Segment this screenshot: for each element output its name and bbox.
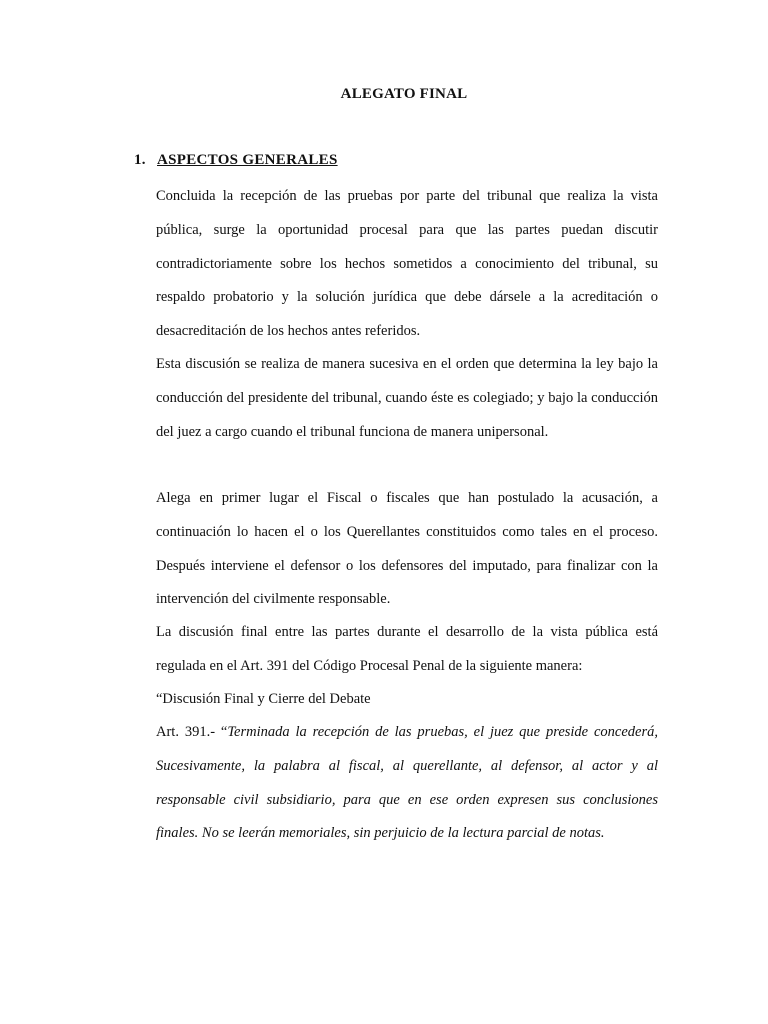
paragraph-1 (156, 180, 658, 349)
article-quote (156, 716, 658, 851)
paragraph-3 (156, 482, 658, 617)
article-quote-text (156, 716, 658, 851)
paragraph-2-text: Esta discusión se realiza de manera sucesiva en el orden que determina la ley bajo la conducción del presidente del tribunal, cuando éste es colegiado; y bajo la conducción del juez a cargo cuando el tribunal funciona de manera unipersonal. (156, 356, 658, 440)
paragraph-1-text: Concluida la recepción de las pruebas por parte del tribunal que realiza la vista pública, surge la oportunidad procesal para que las partes puedan discutir contradictoriamente sobre los hechos sometidos a conocimiento del tribunal, su respaldo probatorio y la solución jurídica que debe dársele a la acreditación o desacreditación de los hechos antes referidos. (156, 188, 658, 340)
paragraph-4 (156, 616, 658, 684)
paragraph-3-text: Alega en primer lugar el Fiscal o fiscales que han postulado la acusación, a continuación lo hacen el o los Querellantes constituidos como tales en el proceso. Después interviene el defensor o los defensores del imputado, para finalizar con la intervención del civilmente responsable. (156, 490, 658, 608)
section-heading-text: ASPECTOS GENERALES (157, 152, 338, 168)
paragraph-4-text: La discusión final entre las partes durante el desarrollo de la vista pública está regulada en el Art. 391 del Código Procesal Penal de la siguiente manera: (156, 624, 658, 674)
article-prefix: Art. 391.- “ (156, 724, 228, 740)
paragraph-5-text: “Discusión Final y Cierre del Debate (156, 691, 371, 707)
section-number: 1. (134, 152, 146, 168)
paragraph-5 (156, 683, 658, 717)
section-heading (134, 152, 338, 169)
document-title: ALEGATO FINAL (340, 86, 468, 102)
article-body: Terminada la recepción de las pruebas, el juez que preside concederá, Sucesivamente, la palabra al fiscal, al querellante, al defensor, al actor y al responsable civil subsidiario, para que en ese orden expresen sus conclusiones finales. No se leerán memoriales, sin perjuicio de la lectura parcial de notas. (156, 724, 658, 842)
paragraph-2 (156, 348, 658, 449)
